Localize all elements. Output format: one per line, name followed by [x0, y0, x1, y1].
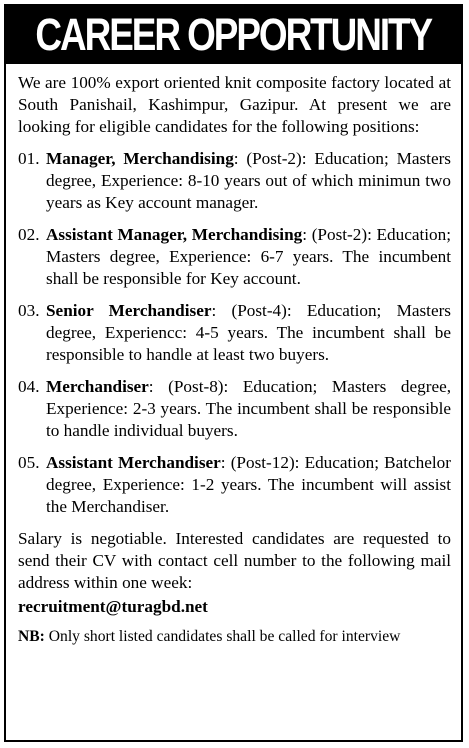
position-item: [18, 224, 451, 290]
contact-email: recruitment@turagbd.net: [18, 597, 208, 616]
position-text: [46, 148, 451, 214]
position-title: Manager, Merchandising: [46, 149, 234, 168]
note-text: Only short listed candidates shall be called for interview: [44, 628, 401, 645]
position-details: : (Post-12): Education; Batchelor degree, Experience: 1-2 years. The incumbent will assist the Merchandiser.: [46, 453, 451, 516]
position-item: [18, 300, 451, 366]
position-details: : (Post-2): Education; Masters degree, Experience: 8-10 years out of which minimun two years as Key account manager.: [46, 149, 451, 212]
position-title: Senior Merchandiser: [46, 301, 212, 320]
title-banner: [6, 6, 461, 64]
position-title: Merchandiser: [46, 377, 149, 396]
position-number: 03.: [18, 301, 40, 320]
position-number: 05.: [18, 453, 40, 472]
position-item: [18, 376, 451, 442]
position-title: Assistant Manager, Merchandising: [46, 225, 303, 244]
position-item: [18, 452, 451, 518]
position-item: [18, 148, 451, 214]
position-details: : (Post-4): Education; Masters degree, Experiencc: 4-5 years. The incumbent shall be responsible to handle at least two buyers.: [46, 301, 451, 364]
position-number: 01.: [18, 149, 40, 168]
position-title: Assistant Merchandiser: [46, 453, 221, 472]
position-details: : (Post-2): Education; Masters degree, Experience: 6-7 years. The incumbent shall be responsible for Key account.: [46, 225, 451, 288]
position-number: 02.: [18, 225, 40, 244]
position-number: 04.: [18, 377, 40, 396]
position-text: [46, 452, 451, 518]
ad-title: CAREER OPPORTUNITY: [35, 9, 432, 60]
job-advertisement: [4, 4, 463, 742]
position-details: : (Post-8): Education; Masters degree, Experience: 2-3 years. The incumbent shall be responsible to handle individual buyers.: [46, 377, 451, 440]
note-label: NB:: [18, 628, 45, 645]
positions-list: [18, 148, 451, 518]
position-text: [46, 376, 451, 442]
company-intro: We are 100% export oriented knit composite factory located at South Panishail, Kashimpur, Gazipur. At present we are looking for eligible candidates for the following positions:: [18, 73, 451, 136]
position-text: [46, 224, 451, 290]
note: [18, 626, 451, 648]
ad-body: [6, 64, 461, 648]
position-text: [46, 300, 451, 366]
application-instructions: Salary is negotiable. Interested candidates are requested to send their CV with contact cell number to the following mail address within one week:: [18, 529, 451, 592]
